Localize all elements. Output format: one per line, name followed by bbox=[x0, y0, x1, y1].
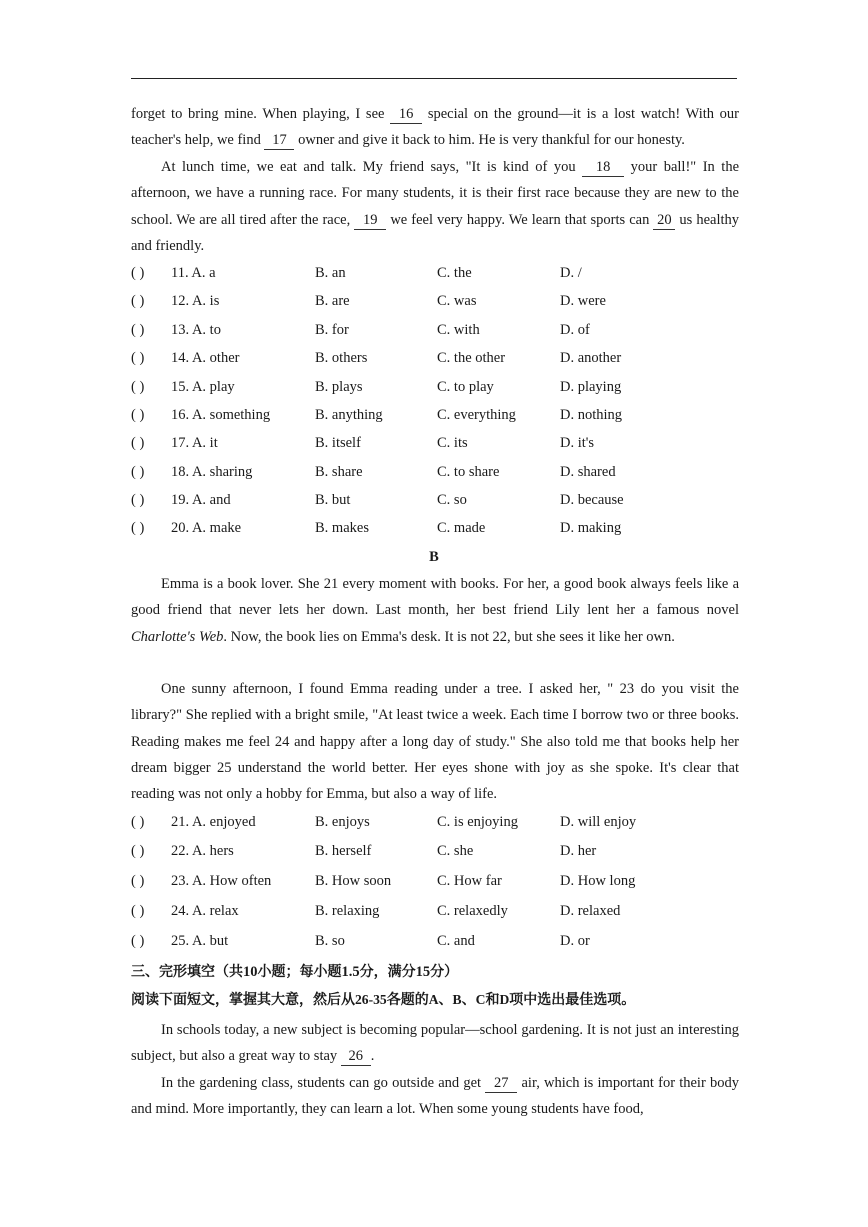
option-a: 23. A. How often bbox=[171, 873, 272, 889]
option-b: B. an bbox=[315, 265, 346, 281]
question-15 bbox=[131, 377, 739, 397]
option-b: B. relaxing bbox=[315, 903, 380, 919]
option-b: B. herself bbox=[315, 843, 372, 859]
question-11 bbox=[131, 263, 739, 283]
option-c: C. everything bbox=[437, 407, 516, 423]
option-c: C. is enjoying bbox=[437, 814, 518, 830]
option-b: B. are bbox=[315, 293, 350, 309]
blank-19: 19 bbox=[354, 211, 386, 230]
option-a: 11. A. a bbox=[171, 265, 216, 281]
option-b: B. so bbox=[315, 933, 345, 949]
option-c: C. with bbox=[437, 322, 480, 338]
option-c: C. the other bbox=[437, 350, 506, 366]
answer-paren[interactable]: ( ) bbox=[131, 843, 145, 859]
question-14 bbox=[131, 348, 739, 368]
section-3-instructions: 阅读下面短文，掌握其大意，然后从26-35各题的A、B、C和D项中选出最佳选项。 bbox=[131, 992, 636, 1008]
option-c: C. to share bbox=[437, 464, 500, 480]
section-b-heading: B bbox=[429, 549, 439, 565]
option-d: D. How long bbox=[560, 873, 636, 889]
option-a: 25. A. but bbox=[171, 933, 229, 949]
option-c: C. and bbox=[437, 933, 475, 949]
option-a: 17. A. it bbox=[171, 435, 218, 451]
option-a: 20. A. make bbox=[171, 520, 242, 536]
option-d: D. or bbox=[560, 933, 590, 949]
blank-16: 16 bbox=[390, 105, 422, 124]
option-b: B. enjoys bbox=[315, 814, 370, 830]
option-c: C. How far bbox=[437, 873, 502, 889]
option-d: D. playing bbox=[560, 379, 622, 395]
option-a: 14. A. other bbox=[171, 350, 240, 366]
option-b: B. but bbox=[315, 492, 351, 508]
question-16 bbox=[131, 405, 739, 425]
option-a: 21. A. enjoyed bbox=[171, 814, 256, 830]
blank-26: 26 bbox=[341, 1047, 371, 1066]
option-c: C. the bbox=[437, 265, 472, 281]
answer-paren[interactable]: ( ) bbox=[131, 407, 145, 423]
option-d: D. relaxed bbox=[560, 903, 621, 919]
option-b: B. plays bbox=[315, 379, 363, 395]
option-c: C. was bbox=[437, 293, 477, 309]
option-c: C. made bbox=[437, 520, 486, 536]
answer-paren[interactable]: ( ) bbox=[131, 814, 145, 830]
passage-b-paragraph-1: Emma is a book lover. She 21 every moment with books. For her, a good book always feels like a good friend that never lets her down. Last month, her best friend Lily lent her a famous novel Charlotte's Web. Now, the book lies on Emma's desk. It is not 22, but she sees it like her own. bbox=[131, 576, 739, 645]
option-c: C. so bbox=[437, 492, 467, 508]
blank-27: 27 bbox=[485, 1074, 517, 1093]
option-d: D. will enjoy bbox=[560, 814, 637, 830]
cloze-paragraph-2: In the gardening class, students can go outside and get 27 air, which is important for their body and mind. More importantly, they can learn a lot. When some young students have food, bbox=[131, 1075, 739, 1118]
option-b: B. anything bbox=[315, 407, 383, 423]
answer-paren[interactable]: ( ) bbox=[131, 492, 145, 508]
option-d: D. shared bbox=[560, 464, 616, 480]
option-d: D. it's bbox=[560, 435, 595, 451]
option-a: 24. A. relax bbox=[171, 903, 239, 919]
question-20 bbox=[131, 518, 739, 538]
question-17 bbox=[131, 433, 739, 453]
option-d: D. of bbox=[560, 322, 590, 338]
passage-a-paragraph-2: At lunch time, we eat and talk. My friend says, "It is kind of you 18 your ball!" In the afternoon, we have a running race. For many students, it is their first race because they are new to the school. We are all tired after the race, 19 we feel very happy. We learn that sports can 20 us healthy and friendly. bbox=[131, 159, 740, 254]
answer-paren[interactable]: ( ) bbox=[131, 873, 145, 889]
header-rule bbox=[131, 78, 737, 79]
option-b: B. itself bbox=[315, 435, 361, 451]
option-a: 18. A. sharing bbox=[171, 464, 253, 480]
option-b: B. How soon bbox=[315, 873, 392, 889]
option-a: 15. A. play bbox=[171, 379, 235, 395]
option-d: D. nothing bbox=[560, 407, 623, 423]
blank-20: 20 bbox=[653, 211, 675, 230]
question-22 bbox=[131, 841, 739, 861]
option-b: B. others bbox=[315, 350, 368, 366]
option-a: 16. A. something bbox=[171, 407, 271, 423]
passage-b-paragraph-2: One sunny afternoon, I found Emma reading under a tree. I asked her, " 23 do you visit the library?" She replied with a bright smile, "At least twice a week. Each time I borrow two or three books. Reading makes me feel 24 and happy after a long day of study." She also told me that books help her dream bigger 25 understand the world better. Her eyes shone with joy as she spoke. It's clear that reading was not only a hobby for Emma, but also a way of life. bbox=[131, 681, 739, 803]
option-b: B. share bbox=[315, 464, 363, 480]
question-19 bbox=[131, 490, 739, 510]
option-d: D. making bbox=[560, 520, 622, 536]
answer-paren[interactable]: ( ) bbox=[131, 322, 145, 338]
blank-18: 18 bbox=[582, 158, 624, 177]
option-c: C. to play bbox=[437, 379, 494, 395]
answer-paren[interactable]: ( ) bbox=[131, 350, 145, 366]
question-24 bbox=[131, 901, 739, 921]
question-25 bbox=[131, 931, 739, 951]
passage-a-paragraph-1: forget to bring mine. When playing, I see 16 special on the ground—it is a lost watch! With our teacher's help, we find 17 owner and give it back to him. He is very thankful for our honesty. bbox=[131, 106, 740, 149]
option-a: 22. A. hers bbox=[171, 843, 234, 859]
book-title: Charlotte's Web bbox=[131, 628, 224, 645]
blank-17: 17 bbox=[264, 131, 294, 150]
option-d: D. / bbox=[560, 265, 582, 281]
answer-paren[interactable]: ( ) bbox=[131, 464, 145, 480]
option-d: D. because bbox=[560, 492, 624, 508]
question-12 bbox=[131, 291, 739, 311]
question-23 bbox=[131, 871, 739, 891]
option-c: C. its bbox=[437, 435, 468, 451]
option-b: B. makes bbox=[315, 520, 369, 536]
answer-paren[interactable]: ( ) bbox=[131, 435, 145, 451]
answer-paren[interactable]: ( ) bbox=[131, 520, 145, 536]
option-b: B. for bbox=[315, 322, 349, 338]
option-a: 19. A. and bbox=[171, 492, 231, 508]
question-13 bbox=[131, 320, 739, 340]
option-a: 13. A. to bbox=[171, 322, 221, 338]
option-c: C. she bbox=[437, 843, 474, 859]
cloze-paragraph-1: In schools today, a new subject is becoming popular—school gardening. It is not just an interesting subject, but also a great way to stay 26 . bbox=[131, 1022, 739, 1065]
answer-paren[interactable]: ( ) bbox=[131, 293, 145, 309]
option-c: C. relaxedly bbox=[437, 903, 508, 919]
option-a: 12. A. is bbox=[171, 293, 220, 309]
question-18 bbox=[131, 462, 739, 482]
answer-paren[interactable]: ( ) bbox=[131, 933, 145, 949]
question-21 bbox=[131, 812, 739, 832]
option-d: D. were bbox=[560, 293, 606, 309]
answer-paren[interactable]: ( ) bbox=[131, 379, 145, 395]
option-d: D. another bbox=[560, 350, 622, 366]
section-3-heading: 三、完形填空（共10小题；每小题1.5分，满分15分） bbox=[131, 964, 459, 980]
answer-paren[interactable]: ( ) bbox=[131, 265, 145, 281]
option-d: D. her bbox=[560, 843, 597, 859]
answer-paren[interactable]: ( ) bbox=[131, 903, 145, 919]
